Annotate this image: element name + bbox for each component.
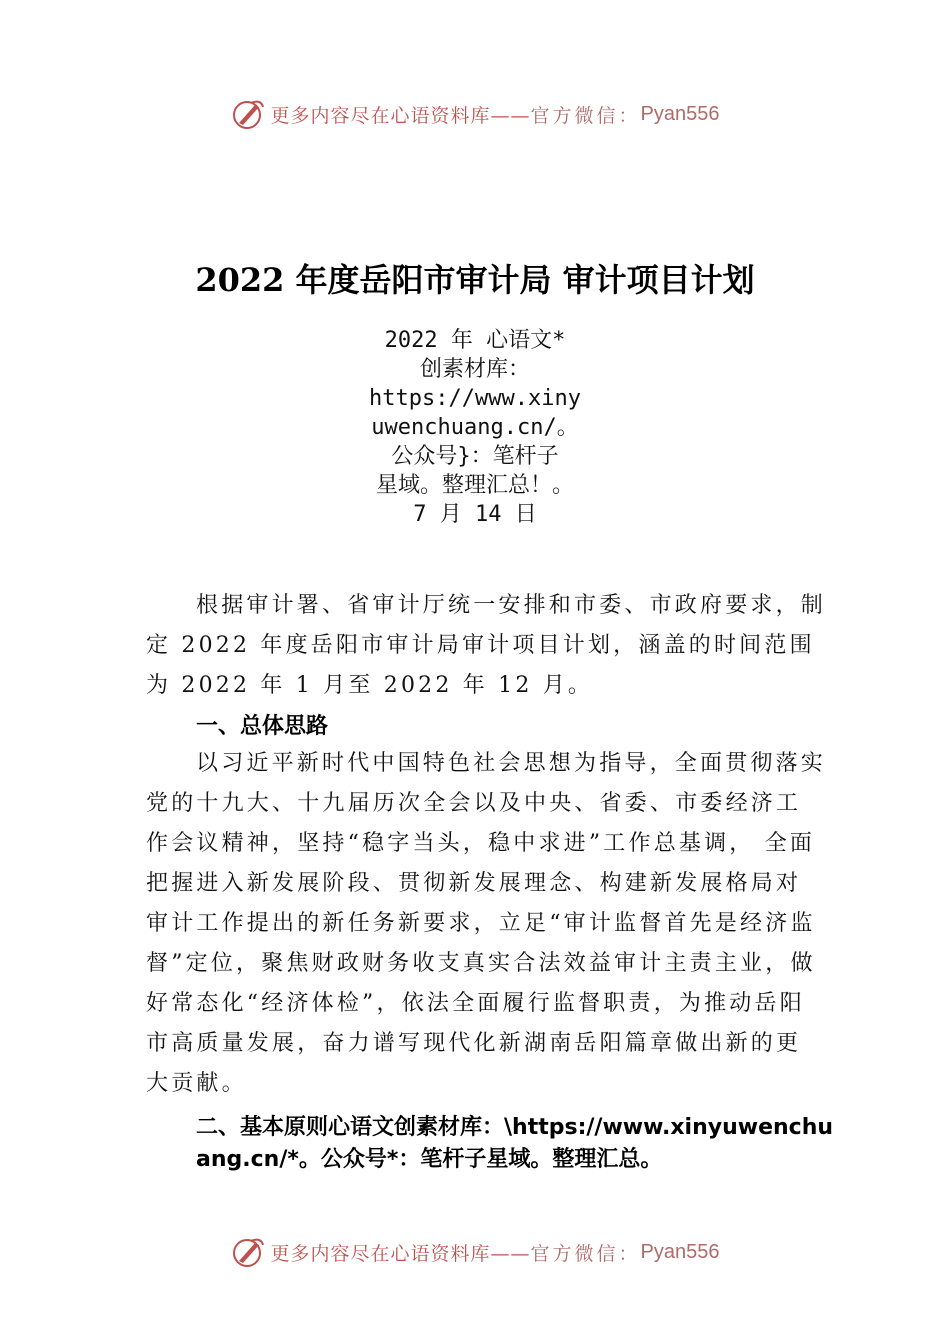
section-heading-2: 二、基本原则心语文创素材库：\https://www.xinyuwenchuang.cn/*。公众号*：笔杆子星域。整理汇总。	[196, 1115, 834, 1172]
watermark-wechat-id: Pyan556	[640, 102, 720, 125]
watermark-label: 官方微信：	[530, 1242, 641, 1265]
date-block	[0, 326, 950, 529]
date-line: 2022 年 心语文*	[384, 328, 566, 353]
watermark-text: 更多内容尽在心语资料库——	[270, 1242, 531, 1265]
date-line: 公众号}：笔杆子	[391, 444, 559, 469]
watermark-header	[0, 94, 950, 134]
watermark-label: 官方微信：	[530, 104, 641, 127]
date-line: uwenchuang.cn/。	[371, 415, 579, 440]
document-body	[146, 586, 834, 1176]
watermark-footer	[0, 1232, 950, 1272]
date-line: 创素材库：	[419, 357, 530, 382]
section-body-1: 以习近平新时代中国特色社会思想为指导，全面贯彻落实党的十九大、十九届历次全会以及中央、省委、市委经济工作会议精神，坚持“稳字当头，稳中求进”工作总基调， 全面把握进入新发展阶段、贯彻新发展理念、构建新发展格局对审计工作提出的新任务新要求，立足“审计监督首先是经济监督”定位，聚焦财政财务收支真实合法效益审计主责主业，做好常态化“经济体检”，依法全面履行监督职责，为推动岳阳市高质量发展，奋力谱写现代化新湖南岳阳篇章做出新的更大贡献。	[146, 751, 827, 1096]
intro-paragraph: 根据审计署、省审计厅统一安排和市委、市政府要求，制定 2022 年度岳阳市审计局审计项目计划，涵盖的时间范围为 2022 年 1 月至 2022 年 12 月。	[146, 593, 827, 698]
watermark-wechat-id: Pyan556	[640, 1240, 720, 1263]
date-line: https://www.xiny	[369, 386, 581, 411]
pen-logo-icon	[231, 97, 265, 131]
date-line: 星域。整理汇总！。	[375, 473, 574, 498]
document-title: 2022 年度岳阳市审计局 审计项目计划	[195, 261, 755, 299]
watermark-text: 更多内容尽在心语资料库——	[270, 104, 531, 127]
section-heading-1: 一、总体思路	[196, 714, 329, 739]
pen-logo-icon	[231, 1235, 265, 1269]
date-line: 7 月 14 日	[413, 502, 537, 527]
